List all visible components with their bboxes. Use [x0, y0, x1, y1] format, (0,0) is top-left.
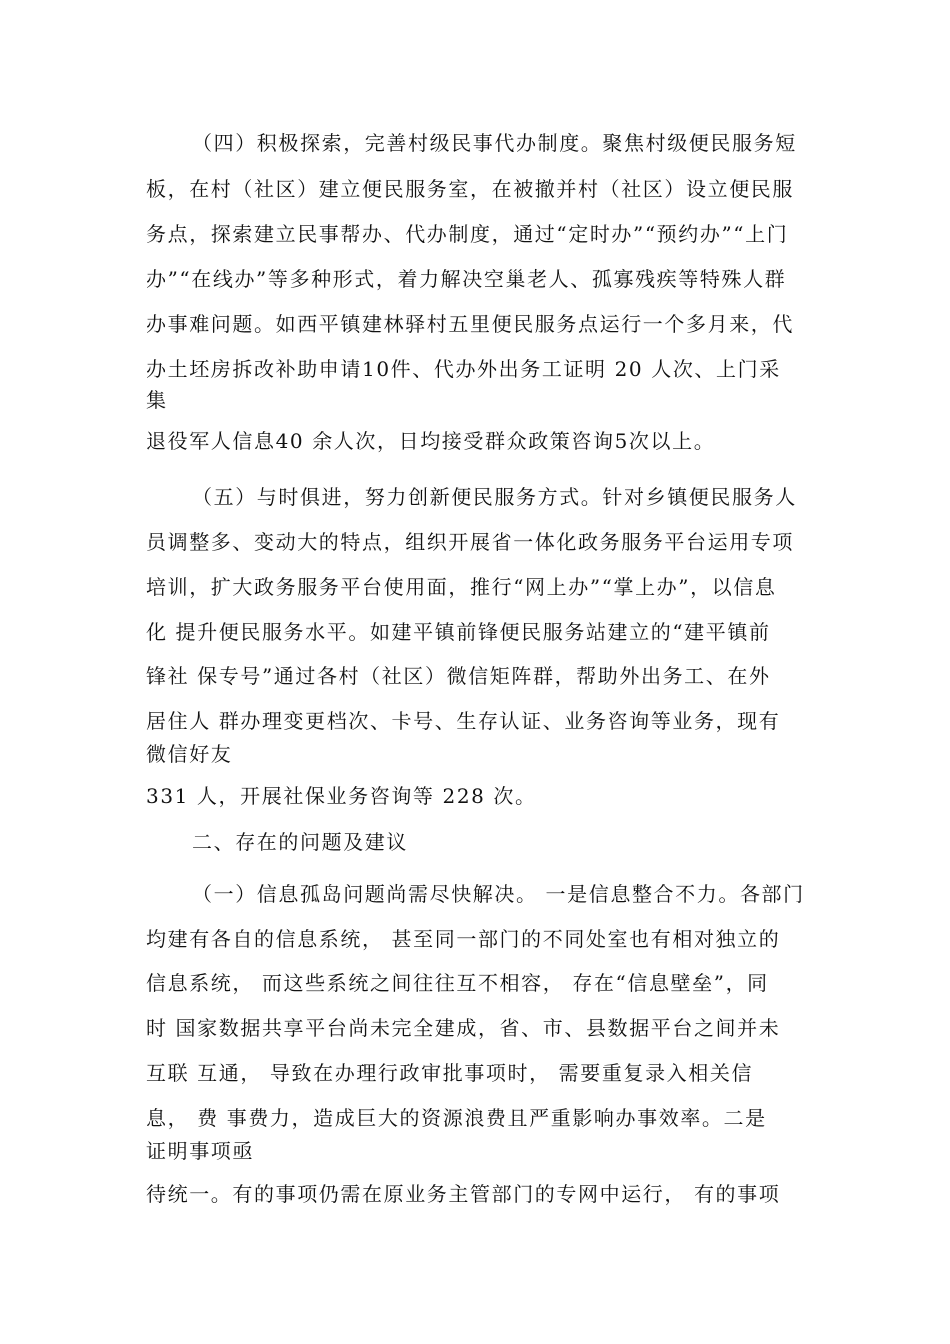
para-5-line-2: 员调整多、变动大的特点，组织开展省一体化政务服务平台运用专项	[146, 530, 794, 554]
para-4-line-4: 办”“在线办”等多种形式，着力解决空巢老人、孤寡残疾等特殊人群	[146, 267, 787, 291]
para-5-line-8: 331 人，开展社保业务咨询等 228 次。	[146, 784, 537, 808]
para-4-line-2: 板，在村（社区）建立便民服务室，在被撤并村（社区）设立便民服	[146, 177, 794, 201]
section-heading: 二、存在的问题及建议	[192, 830, 408, 854]
para-6-line-4: 时 国家数据共享平台尚未完全建成，省、市、县数据平台之间并未	[146, 1016, 781, 1040]
para-5-line-3: 培训，扩大政务服务平台使用面，推行“网上办”“掌上办”，以信息	[146, 575, 777, 599]
para-4-line-7: 集	[146, 388, 168, 412]
para-4-line-3: 务点，探索建立民事帮办、代办制度，通过“定时办”“预约办”“上门	[146, 222, 789, 246]
para-6-line-2: 均建有各自的信息系统， 甚至同一部门的不同处室也有相对独立的	[146, 927, 781, 951]
para-4-line-8: 退役军人信息40 余人次，日均接受群众政策咨询5次以上。	[146, 429, 716, 453]
para-5-line-6: 居住人 群办理变更档次、卡号、生存认证、业务咨询等业务，现有	[146, 709, 781, 733]
para-5-line-1: （五）与时俱进，努力创新便民服务方式。针对乡镇便民服务人	[192, 485, 797, 509]
para-4-line-1: （四）积极探索，完善村级民事代办制度。聚焦村级便民服务短	[192, 131, 797, 155]
para-6-line-8: 待统一。有的事项仍需在原业务主管部门的专网中运行， 有的事项	[146, 1182, 781, 1206]
para-6-line-5: 互联 互通， 导致在办理行政审批事项时， 需要重复录入相关信	[146, 1061, 754, 1085]
para-4-line-6: 办土坯房拆改补助申请10件、代办外出务工证明 20 人次、上门采	[146, 357, 781, 381]
para-5-line-5: 锋社 保专号”通过各村（社区）微信矩阵群，帮助外出务工、在外	[146, 664, 771, 688]
para-5-line-4: 化 提升便民服务水平。如建平镇前锋便民服务站建立的“建平镇前	[146, 620, 771, 644]
para-6-line-7: 证明事项亟	[146, 1139, 254, 1163]
para-6-line-6: 息， 费 事费力，造成巨大的资源浪费且严重影响办事效率。二是	[146, 1106, 767, 1130]
para-6-line-3: 信息系统， 而这些系统之间往往互不相容， 存在“信息壁垒”，同	[146, 971, 769, 995]
para-5-line-7: 微信好友	[146, 742, 233, 766]
para-4-line-5: 办事难问题。如西平镇建林驿村五里便民服务点运行一个多月来，代	[146, 312, 794, 336]
para-6-line-1: （一）信息孤岛问题尚需尽快解决。 一是信息整合不力。各部门	[192, 882, 805, 906]
